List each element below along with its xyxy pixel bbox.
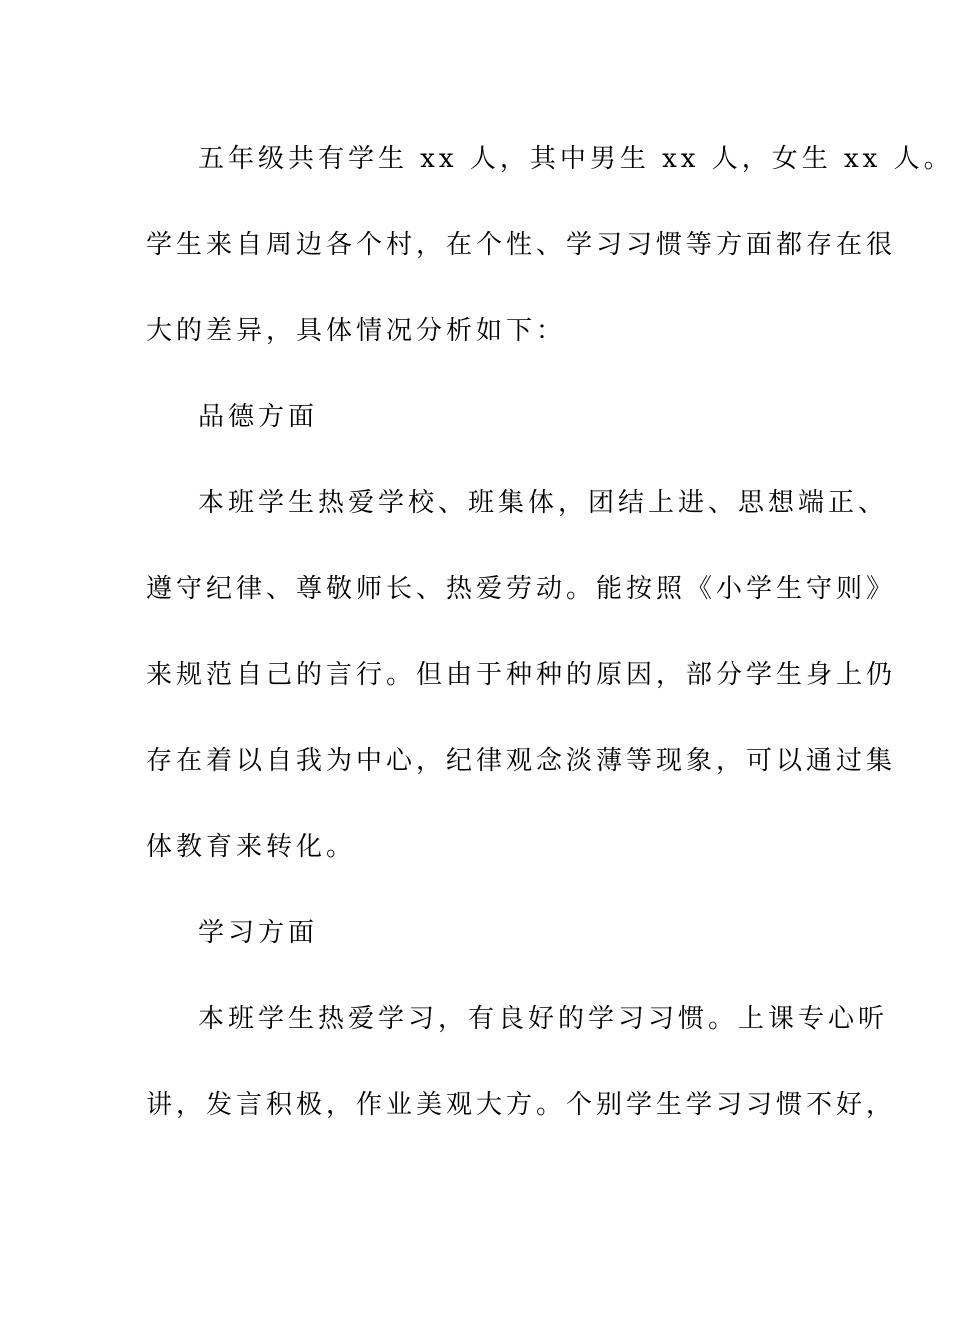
paragraph-intro-line-2: 学生来自周边各个村，在个性、学习习惯等方面都存在很 [146,230,897,260]
paragraph-moral-line-3: 来规范自己的言行。但由于种种的原因，部分学生身上仍 [146,660,897,690]
paragraph-intro-line-1: 五年级共有学生 xx 人，其中男生 xx 人，女生 xx 人。 [198,144,954,174]
paragraph-study-line-2: 讲，发言积极，作业美观大方。个别学生学习习惯不好， [146,1090,897,1120]
section-heading-moral: 品德方面 [198,402,319,432]
paragraph-moral-line-1: 本班学生热爱学校、班集体，团结上进、思想端正、 [198,488,889,518]
paragraph-moral-line-5: 体教育来转化。 [146,832,357,862]
paragraph-moral-line-2: 遵守纪律、尊敬师长、热爱劳动。能按照《小学生守则》 [146,574,897,604]
paragraph-moral-line-4: 存在着以自我为中心，纪律观念淡薄等现象，可以通过集 [146,746,897,776]
paragraph-intro-line-3: 大的差异，具体情况分析如下： [146,316,567,346]
document-body [146,133,954,1165]
paragraph-study-line-1: 本班学生热爱学习，有良好的学习习惯。上课专心听 [198,1004,889,1034]
section-heading-study: 学习方面 [198,918,319,948]
